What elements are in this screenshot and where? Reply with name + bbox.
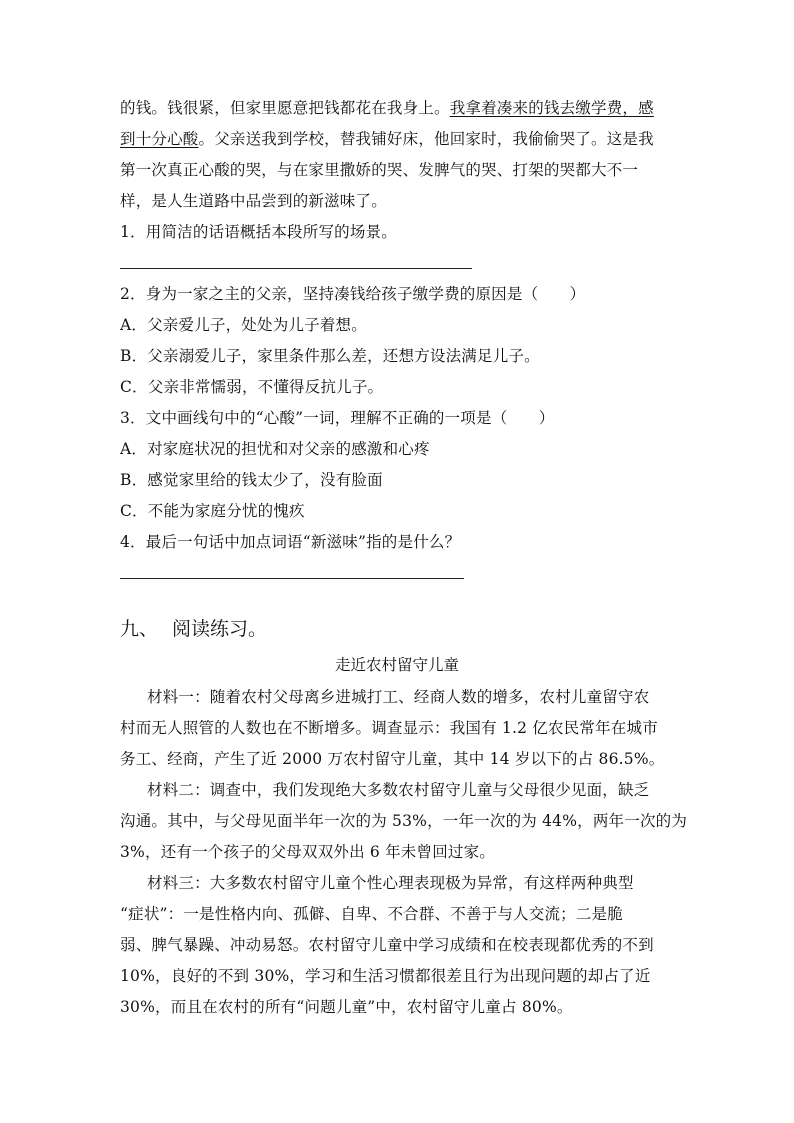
passage-line-4: 样，是人生道路中品尝到的新滋味了。 — [120, 192, 387, 210]
passage-text: 。父亲送我到学校，替我铺好床，他回家时，我偷偷哭了。这是我 — [198, 130, 654, 148]
answer-line-1[interactable] — [120, 268, 472, 269]
material-3-line-5: 30%，而且在农村的所有“问题儿童”中，农村留守儿童占 80%。 — [120, 998, 573, 1016]
q3-option-a: A．对家庭状况的担忧和对父亲的感激和心疼 — [120, 440, 430, 458]
section-title: 阅读练习。 — [172, 618, 268, 640]
material-2-line-3: 3%，还有一个孩子的父母双双外出 6 年未曾回过家。 — [120, 843, 496, 861]
material-1-line-1: 材料一：随着农村父母离乡进城打工、经商人数的增多，农村儿童留守农 — [147, 688, 650, 706]
passage-line-2 — [120, 129, 654, 149]
question-4: 4．最后一句话中加点词语“新滋味”指的是什么？ — [120, 533, 461, 551]
material-1-line-3: 务工、经商，产生了近 2000 万农村留守儿童，其中 14 岁以下的占 86.5%。 — [120, 750, 665, 768]
q3-option-b: B．感觉家里给的钱太少了，没有脸面 — [120, 471, 383, 489]
underlined-sentence: 到十分心酸 — [120, 130, 199, 148]
reading-title: 走近农村留守儿童 — [334, 656, 459, 674]
underlined-sentence: 我拿着凑来的钱去缴学费，感 — [449, 99, 654, 117]
section-heading — [120, 617, 267, 641]
passage-text: 的钱。钱很紧，但家里愿意把钱都花在我身上。 — [120, 99, 450, 117]
q3-option-c: C．不能为家庭分忧的愧疚 — [120, 502, 305, 520]
question-2: 2．身为一家之主的父亲，坚持凑钱给孩子缴学费的原因是（ ） — [120, 285, 586, 303]
material-3-line-4: 10%，良好的不到 30%，学习和生活习惯都很差且行为出现问题的却占了近 — [120, 967, 651, 985]
material-3-line-1: 材料三：大多数农村留守儿童个性心理表现极为异常，有这样两种典型 — [147, 874, 634, 892]
section-number: 九、 — [120, 618, 159, 640]
passage-line-3: 第一次真正心酸的哭，与在家里撒娇的哭、发脾气的哭、打架的哭都大不一 — [120, 161, 639, 179]
question-1: 1．用简洁的话语概括本段所写的场景。 — [120, 223, 397, 241]
q2-option-b: B．父亲溺爱儿子，家里条件那么差，还想方设法满足儿子。 — [120, 347, 540, 365]
material-3-line-2: “症状”：一是性格内向、孤僻、自卑、不合群、不善于与人交流；二是脆 — [120, 905, 623, 923]
material-3-line-3: 弱、脾气暴躁、冲动易怒。农村留守儿童中学习成绩和在校表现都优秀的不到 — [120, 936, 654, 954]
material-1-line-2: 村而无人照管的人数也在不断增多。调查显示：我国有 1.2 亿农民常年在城市 — [120, 719, 658, 737]
q2-option-c: C．父亲非常懦弱，不懂得反抗儿子。 — [120, 378, 384, 396]
q2-option-a: A．父亲爱儿子，处处为儿子着想。 — [120, 316, 367, 334]
answer-line-4[interactable] — [120, 578, 464, 579]
material-2-line-1: 材料二：调查中，我们发现绝大多数农村留守儿童与父母很少见面，缺乏 — [147, 781, 650, 799]
material-2-line-2: 沟通。其中，与父母见面半年一次的为 53%，一年一次的为 44%，两年一次的为 — [120, 812, 688, 830]
passage-line-1 — [120, 98, 654, 118]
question-3: 3．文中画线句中的“心酸”一词，理解不正确的一项是（ ） — [120, 409, 555, 427]
